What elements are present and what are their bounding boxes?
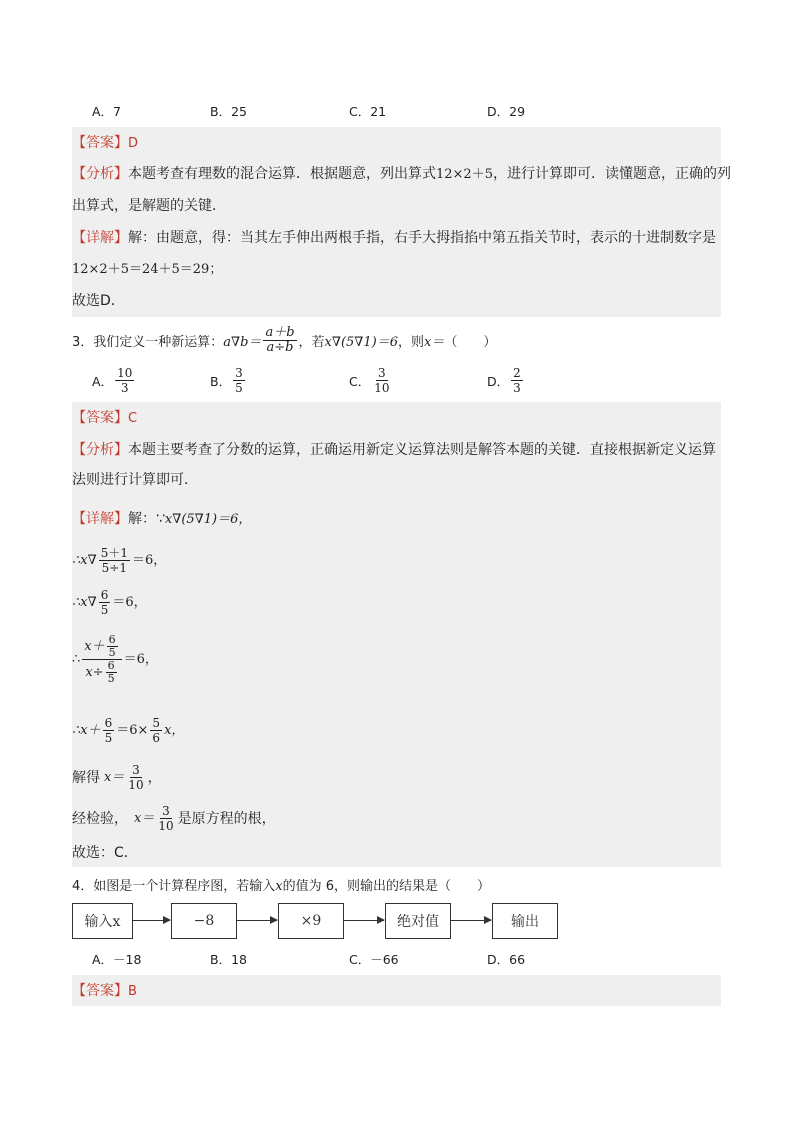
q3-answer <box>72 408 137 429</box>
q3-condition: x∇(5∇1)＝6 <box>324 335 398 350</box>
q3-definition: a∇b＝ <box>223 335 262 350</box>
math-expression: 12×2＋5 <box>436 167 493 182</box>
q4-option-c: C．－66 <box>349 952 399 967</box>
detail-text: 解：由题意，得：当其左手伸出两根手指，右手大拇指掐中第五指关节时，表示的十进制数字是 <box>128 230 716 246</box>
q2-answer <box>72 133 138 154</box>
q3-option-a: A． $\frac{10}{3}$ <box>92 366 133 395</box>
q4-option-d: D．66 <box>487 952 526 967</box>
answer-value: C <box>128 411 138 426</box>
q2-option-d: D．29 <box>487 104 526 119</box>
q2-detail-line-1 <box>72 228 716 248</box>
answer-tag: 【答案】 <box>72 983 128 999</box>
q2-analysis-line-2: 出算式，是解题的关键． <box>72 198 226 214</box>
analysis-text: ，进行计算即可．读懂题意，正确的列 <box>492 166 731 182</box>
q3-stem: 3．我们定义一种新运算： a∇b＝ $\frac{a+b}{a\div b}$ ，若 x∇(5∇1)＝6 ，则 x＝ （ ） <box>72 325 497 355</box>
q3-option-c: C． $\frac{3}{10}$ <box>349 366 390 395</box>
q3-step-4: ∴x＋ $\frac{6}{5}$ ＝6× $\frac{5}{6}$ x， <box>72 716 185 745</box>
q3-analysis-line-2: 法则进行计算即可． <box>72 472 198 488</box>
answer-value: B <box>128 984 137 999</box>
q3-detail-line-1: 【详解】解：∵x∇(5∇1)＝6， <box>72 511 252 527</box>
q2-option-c: C．21 <box>349 104 387 119</box>
flow-arrow-2 <box>237 920 277 921</box>
flow-box-input: 输入x <box>72 903 133 939</box>
detail-tag: 【详解】 <box>72 511 128 527</box>
q2-solution-panel <box>72 127 721 317</box>
q3-option-d: D． $\frac{2}{3}$ <box>487 366 521 395</box>
q3-step-3: ∴ x＋ $\frac{6}{5}$ x÷ $\frac{6}{5}$ ＝6， <box>72 633 158 685</box>
flow-arrow-1 <box>133 920 170 921</box>
q4-option-b: B．18 <box>210 952 247 967</box>
q4-stem: 4．如图是一个计算程序图，若输入x的值为 6，则输出的结果是（ ） <box>72 879 491 894</box>
q3-option-b: B． $\frac{3}{5}$ <box>210 366 243 395</box>
flow-arrow-3 <box>344 920 384 921</box>
q2-option-b: B．25 <box>210 104 247 119</box>
q2-option-a: A．7 <box>92 104 122 119</box>
answer-tag: 【答案】 <box>72 410 128 426</box>
q2-conclusion: 故选D． <box>72 293 125 309</box>
analysis-tag: 【分析】 <box>72 166 128 182</box>
q2-detail-line-2: 12×2＋5＝24＋5＝29； <box>72 262 223 277</box>
flow-box-abs: 绝对值 <box>385 903 451 939</box>
q4-solution-panel <box>72 975 721 1006</box>
flow-box-minus: −8 <box>171 903 237 939</box>
q3-conclusion: 故选：C． <box>72 845 138 861</box>
q3-check: 经检验， x＝ $\frac{3}{10}$ 是原方程的根， <box>72 804 276 833</box>
q4-answer <box>72 981 137 1002</box>
flow-arrow-4 <box>451 920 491 921</box>
answer-value: D <box>128 136 139 151</box>
q3-stem-text: 3．我们定义一种新运算： <box>72 335 224 350</box>
flow-box-output: 输出 <box>492 903 558 939</box>
analysis-tag: 【分析】 <box>72 442 128 458</box>
q2-analysis-line-1 <box>72 164 731 185</box>
q3-definition-fraction: $\frac{a+b}{a\div b}$ <box>265 325 295 355</box>
q3-solve: 解得 x＝ $\frac{3}{10}$ ， <box>72 763 162 792</box>
q3-step-1: ∴x∇ $\frac{5+1}{5\div 1}$ ＝6， <box>72 546 167 575</box>
analysis-text: 本题考查有理数的混合运算．根据题意，列出算式 <box>128 166 436 182</box>
flow-box-times: ×9 <box>278 903 344 939</box>
answer-tag: 【答案】 <box>72 135 128 151</box>
q3-analysis-line-1: 【分析】本题主要考查了分数的运算，正确运用新定义运算法则是解答本题的关键．直接根据新定义运算 <box>72 442 716 458</box>
detail-tag: 【详解】 <box>72 230 128 246</box>
q3-step-2: ∴x∇ $\frac{6}{5}$ ＝6， <box>72 588 147 617</box>
q4-option-a: A．－18 <box>92 952 142 967</box>
